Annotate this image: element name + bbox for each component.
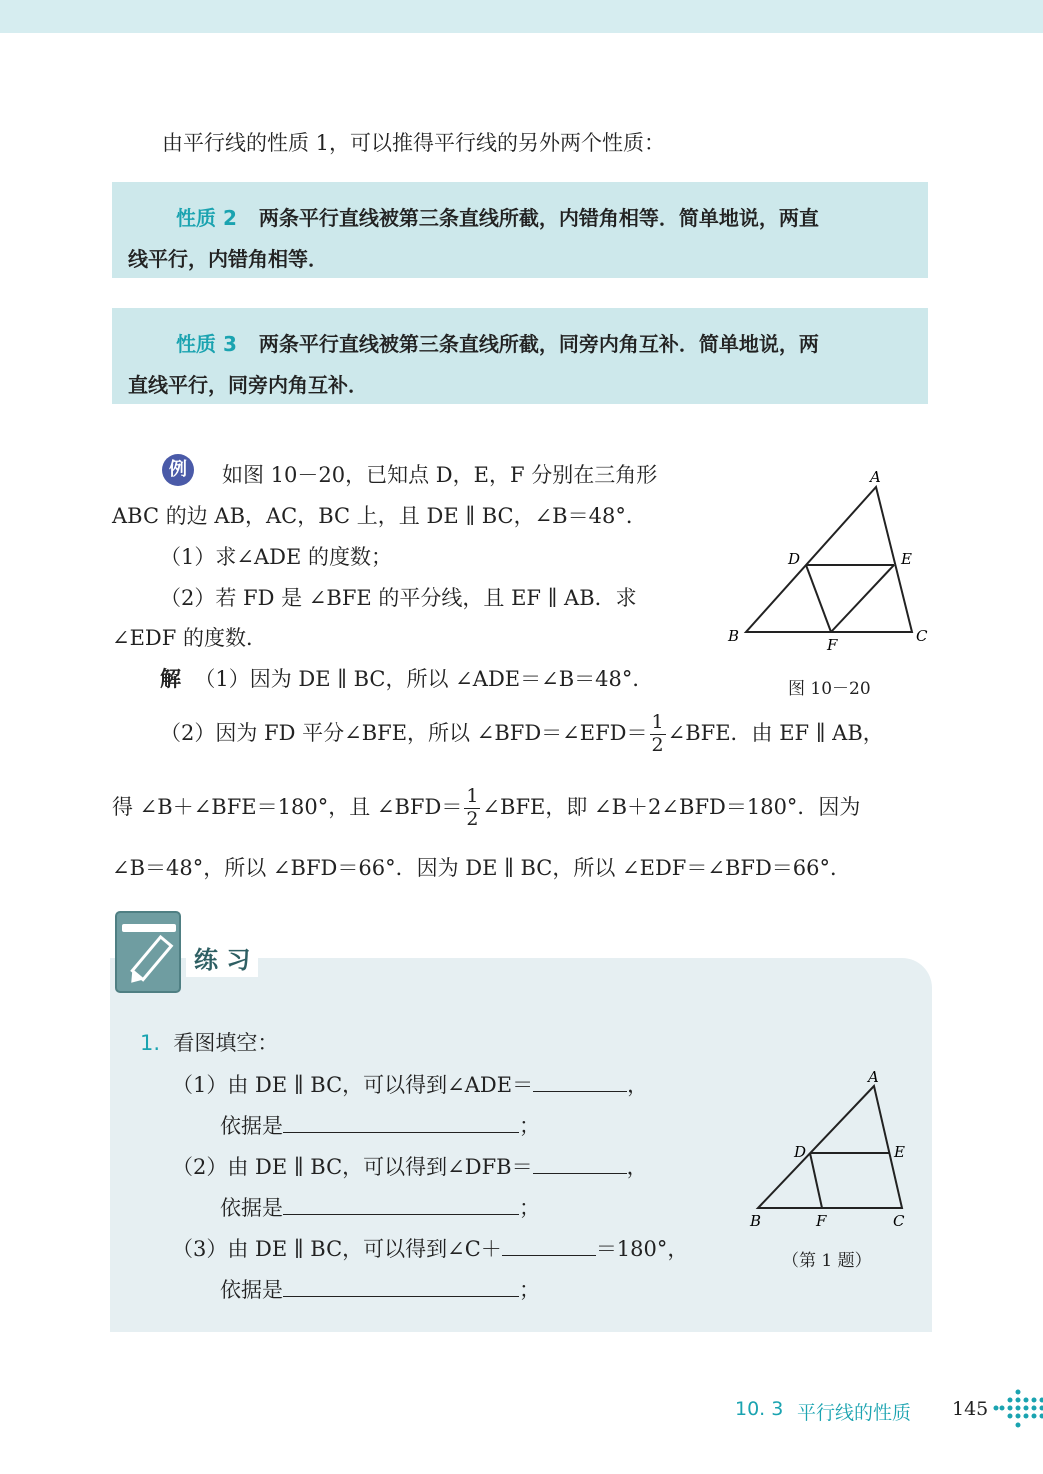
footer-title: 平行线的性质 <box>797 1402 912 1424</box>
page-number: 145 <box>952 1398 989 1420</box>
answer-blank[interactable] <box>502 1237 596 1256</box>
example-line: （1）求∠ADE 的度数； <box>160 545 392 569</box>
exercise-title: 练 习 <box>186 938 258 977</box>
svg-text:F: F <box>827 636 838 654</box>
solution-line: 得 ∠B＋∠BFE＝180°，且 ∠BFD＝ <box>112 794 463 819</box>
fraction-half: $\frac{1}{2}$ <box>651 711 664 756</box>
solution-label: 解 <box>160 667 181 691</box>
intro-text: 由平行线的性质 1，可以推得平行线的另外两个性质： <box>162 131 666 155</box>
property-2-line2: 线平行，内错角相等． <box>128 247 328 271</box>
svg-text:E: E <box>901 550 912 568</box>
answer-blank[interactable] <box>283 1114 519 1133</box>
example-line: ABC 的边 AB，AC，BC 上，且 DE ∥ BC，∠B＝48°． <box>112 504 647 528</box>
property-2-tag: 性质 2 <box>176 206 237 230</box>
example-badge: 例 <box>162 454 194 486</box>
answer-blank[interactable] <box>283 1196 519 1215</box>
example-line: 如图 10－20，已知点 D，E，F 分别在三角形 <box>222 463 658 487</box>
question-number: 1. <box>140 1031 161 1055</box>
answer-blank[interactable] <box>533 1073 627 1092</box>
svg-text:C: C <box>916 627 928 645</box>
dot-pattern-icon <box>992 1388 1043 1430</box>
question-text: 看图填空： <box>173 1031 279 1055</box>
solution-line: （1）因为 DE ∥ BC，所以 ∠ADE＝∠B＝48°． <box>194 667 654 691</box>
answer-blank[interactable] <box>283 1278 519 1297</box>
property-3-line1: 两条平行直线被第三条直线所截，同旁内角互补．简单地说，两 <box>258 332 819 356</box>
property-2-box <box>112 182 928 278</box>
figure-10-20 <box>720 460 940 660</box>
answer-blank[interactable] <box>533 1155 627 1174</box>
svg-text:A: A <box>868 1068 879 1086</box>
solution-line: ∠B＝48°，所以 ∠BFD＝66°．因为 DE ∥ BC，所以 ∠EDF＝∠BFD＝66°． <box>112 856 852 880</box>
fraction-half: $\frac{1}{2}$ <box>466 785 479 830</box>
pencil-notebook-icon <box>114 910 184 994</box>
figure-caption: 图 10－20 <box>788 679 871 699</box>
svg-text:C: C <box>893 1212 905 1230</box>
top-band <box>0 0 1043 33</box>
solution-line: （2）因为 FD 平分∠BFE，所以 ∠BFD＝∠EFD＝ <box>160 720 648 745</box>
property-3-tag: 性质 3 <box>176 332 237 356</box>
svg-text:F: F <box>816 1212 827 1230</box>
example-line: （2）若 FD 是 ∠BFE 的平分线，且 EF ∥ AB．求 <box>160 586 637 610</box>
svg-text:B: B <box>728 627 740 645</box>
exercise-figure-caption: （第 1 题） <box>782 1251 872 1271</box>
svg-text:E: E <box>894 1143 905 1161</box>
svg-text:A: A <box>870 468 881 486</box>
footer-section: 10. 3 <box>735 1398 784 1420</box>
exercise-figure <box>740 1064 930 1234</box>
svg-text:D: D <box>794 1143 807 1161</box>
property-3-box <box>112 308 928 404</box>
svg-text:D: D <box>788 550 801 568</box>
property-3-line2: 直线平行，同旁内角互补． <box>128 373 368 397</box>
property-2-line1: 两条平行直线被第三条直线所截，内错角相等．简单地说，两直 <box>258 206 819 230</box>
example-line: ∠EDF 的度数． <box>112 626 268 650</box>
svg-text:B: B <box>750 1212 762 1230</box>
